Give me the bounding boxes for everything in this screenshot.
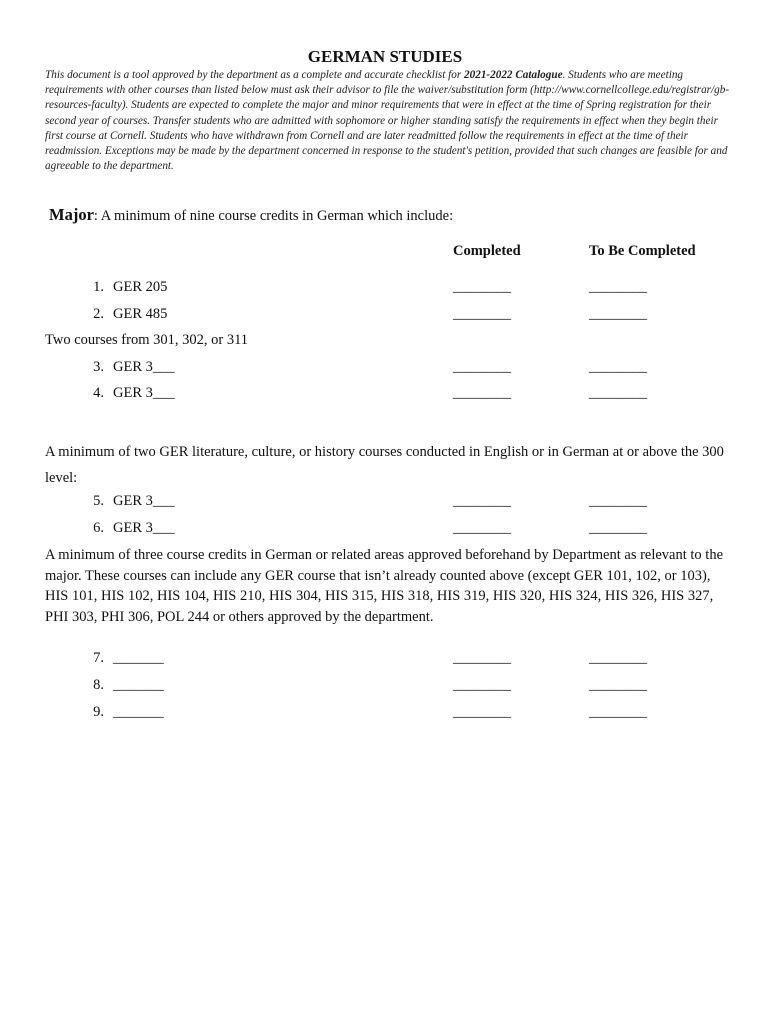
completed-blank[interactable]: ________: [453, 677, 511, 693]
major-label: Major: [49, 205, 94, 224]
major-description: : A minimum of nine course credits in German which include:: [93, 208, 454, 224]
to-be-completed-blank[interactable]: ________: [589, 677, 647, 693]
completed-blank[interactable]: ________: [453, 385, 511, 401]
row-course: GER 205: [113, 279, 168, 295]
row-course: GER 3___: [113, 493, 175, 509]
row-course: GER 3___: [113, 385, 175, 401]
to-be-completed-blank[interactable]: ________: [589, 306, 647, 322]
to-be-completed-blank[interactable]: ________: [589, 493, 647, 509]
row-number: 6.: [93, 520, 104, 536]
completed-blank[interactable]: ________: [453, 493, 511, 509]
to-be-completed-blank[interactable]: ________: [589, 650, 647, 666]
row-course-blank[interactable]: _______: [113, 677, 164, 693]
page-title: GERMAN STUDIES: [307, 47, 463, 66]
requirement-row: [0, 704, 770, 724]
completed-blank[interactable]: ________: [453, 520, 511, 536]
row-number: 2.: [93, 306, 104, 322]
row-course: GER 485: [113, 306, 168, 322]
requirement-row: [0, 677, 770, 697]
requirement-row: [0, 279, 770, 299]
row-course: GER 3___: [113, 359, 175, 375]
row-number: 4.: [93, 385, 104, 401]
requirement-row: [0, 359, 770, 379]
section1-subheading: Two courses from 301, 302, or 311: [45, 332, 249, 348]
row-number: 7.: [93, 650, 104, 666]
row-number: 3.: [93, 359, 104, 375]
requirement-row: [0, 385, 770, 405]
completed-blank[interactable]: ________: [453, 359, 511, 375]
row-number: 9.: [93, 704, 104, 720]
column-header-to-be-completed: To Be Completed: [589, 243, 696, 259]
catalogue-year: 2021-2022 Catalogue: [464, 69, 563, 81]
to-be-completed-blank[interactable]: ________: [589, 704, 647, 720]
to-be-completed-blank[interactable]: ________: [589, 385, 647, 401]
section2-description: A minimum of two GER literature, culture, or history courses conducted in English or in German at or above the 300 level:: [45, 444, 724, 486]
intro-paragraph: [45, 68, 730, 174]
row-number: 5.: [93, 493, 104, 509]
row-course-blank[interactable]: _______: [113, 650, 164, 666]
to-be-completed-blank[interactable]: ________: [589, 279, 647, 295]
column-header-completed: Completed: [453, 243, 521, 259]
completed-blank[interactable]: ________: [453, 279, 511, 295]
completed-blank[interactable]: ________: [453, 704, 511, 720]
major-heading: [49, 205, 453, 225]
completed-blank[interactable]: ________: [453, 306, 511, 322]
to-be-completed-blank[interactable]: ________: [589, 520, 647, 536]
intro-text-1: This document is a tool approved by the department as a complete and accurate checklist for: [45, 69, 465, 81]
completed-blank[interactable]: ________: [453, 650, 511, 666]
requirement-row: [0, 520, 770, 540]
to-be-completed-blank[interactable]: ________: [589, 359, 647, 375]
requirement-row: [0, 306, 770, 326]
row-course: GER 3___: [113, 520, 175, 536]
intro-text-2: . Students who are meeting requirements with other courses than listed below must ask their advisor to file the waiver/substitution form (http://www.cornellcollege.edu/registrar/gb-resources-faculty). Students are expected to complete the major and minor requirements that were in effect at the time of Spring registration for their second year of courses. Transfer students who are admitted with sophomore or higher standing satisfy the requirements in effect when they begin their first course at Cornell. Students who have withdrawn from Cornell and are later readmitted follow the requirements in effect at the time of their readmission. Exceptions may be made by the department concerned in response to the student's petition, provided that such changes are feasible for and agreeable to the department.: [45, 69, 730, 173]
requirement-row: [0, 650, 770, 670]
requirement-row: [0, 493, 770, 513]
section3-description: A minimum of three course credits in German or related areas approved beforehand by Department as relevant to the major. These courses can include any GER course that isn’t already counted above (except GER 101, 102, or 103), HIS 101, HIS 102, HIS 104, HIS 210, HIS 304, HIS 315, HIS 318, HIS 319, HIS 320, HIS 324, HIS 326, HIS 327, PHI 303, PHI 306, POL 244 or others approved by the department.: [45, 547, 724, 626]
row-course-blank[interactable]: _______: [113, 704, 164, 720]
row-number: 1.: [93, 279, 104, 295]
row-number: 8.: [93, 677, 104, 693]
